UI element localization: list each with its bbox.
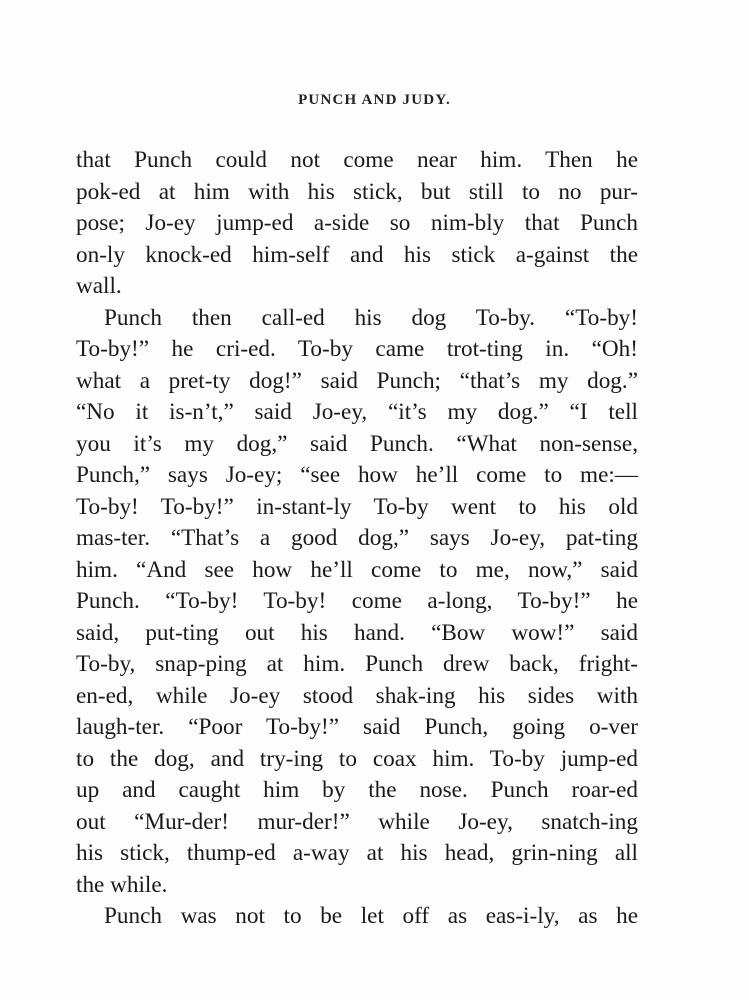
text-line: wall.	[76, 273, 122, 299]
text-line: Punch was not to be let off as eas-i-ly, as he	[104, 903, 638, 929]
body-text	[76, 145, 638, 933]
text-line: up and caught him by the nose. Punch roar-ed	[76, 777, 638, 803]
text-line: on-ly knock-ed him-self and his stick a-gainst the	[76, 241, 638, 268]
text-line: said, put-ting out his hand. “Bow wow!” said	[76, 619, 638, 646]
text-line: pok-ed at him with his stick, but still to no pur-	[76, 178, 638, 205]
text-line: mas-ter. “That’s a good dog,” says Jo-ey, pat-ting	[76, 525, 638, 551]
text-line: To-by, snap-ping at him. Punch drew back, fright-	[76, 651, 638, 677]
text-line: laugh-ter. “Poor To-by!” said Punch, going o-ver	[76, 714, 638, 740]
text-line: to the dog, and try-ing to coax him. To-by jump-ed	[76, 745, 638, 772]
text-line: him. “And see how he’ll come to me, now,” said	[76, 556, 638, 583]
text-line: that Punch could not come near him. Then he	[76, 147, 638, 173]
text-line: his stick, thump-ed a-way at his head, grin-ning all	[76, 840, 638, 866]
text-line: To-by! To-by!” in-stant-ly To-by went to his old	[76, 493, 638, 520]
text-line: pose; Jo-ey jump-ed a-side so nim-bly that Punch	[76, 210, 638, 236]
text-line: out “Mur-der! mur-der!” while Jo-ey, snatch-ing	[76, 808, 638, 835]
text-line: the while.	[76, 871, 168, 898]
running-head: PUNCH AND JUDY.	[298, 92, 451, 108]
text-line: Punch. “To-by! To-by! come a-long, To-by!” he	[76, 588, 638, 614]
text-line: Punch,” says Jo-ey; “see how he’ll come to me:—	[76, 462, 638, 488]
text-line: en-ed, while Jo-ey stood shak-ing his sides with	[76, 682, 638, 709]
text-line: To-by!” he cri-ed. To-by came trot-ting in. “Oh!	[76, 336, 638, 362]
text-line: what a pret-ty dog!” said Punch; “that’s my dog.”	[76, 367, 638, 394]
text-line: “No it is-n’t,” said Jo-ey, “it’s my dog.” “I tell	[76, 399, 638, 425]
text-line: you it’s my dog,” said Punch. “What non-sense,	[76, 430, 638, 457]
text-line: Punch then call-ed his dog To-by. “To-by!	[104, 304, 638, 331]
